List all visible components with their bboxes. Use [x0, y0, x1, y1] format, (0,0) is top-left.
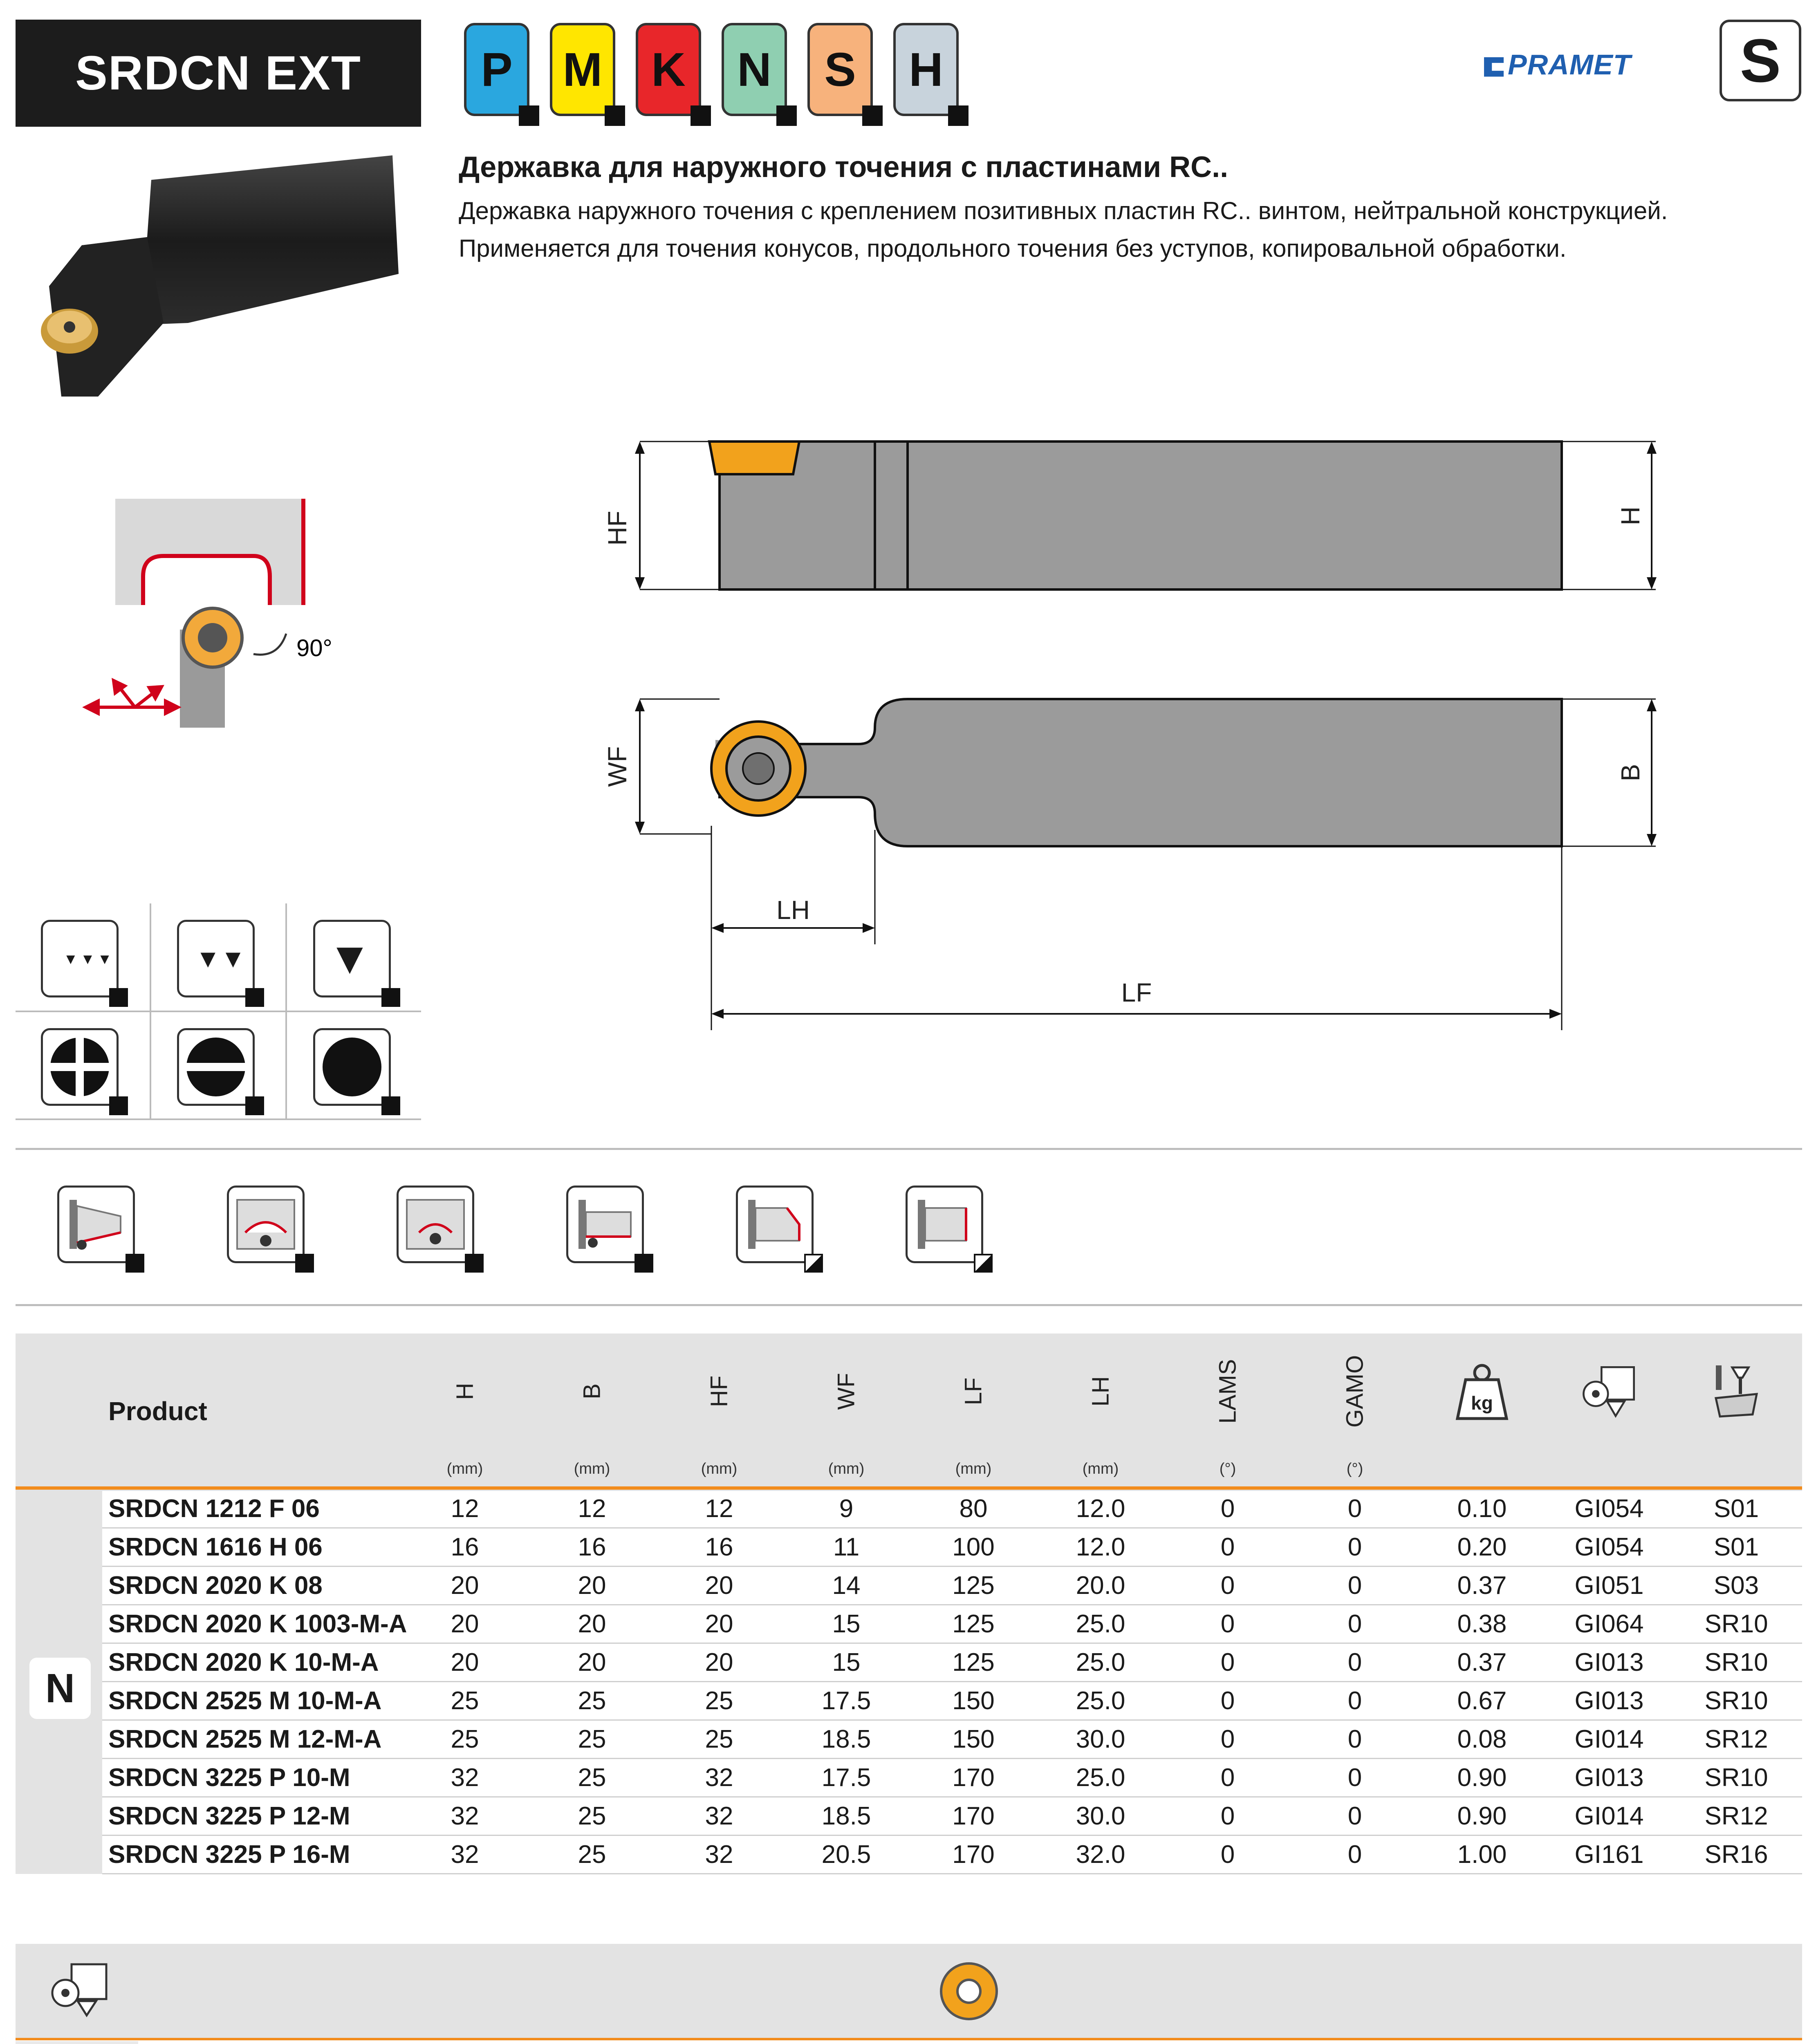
svg-text:H: H [1616, 506, 1645, 526]
cell-lams: 0 [1220, 1840, 1235, 1869]
cell-lf: 170 [952, 1802, 995, 1830]
cell-wf: 15 [832, 1648, 861, 1676]
column-header-b: B [578, 1383, 605, 1399]
heavy-cut-icon: ▼ [313, 920, 391, 997]
cell-gamo: 0 [1347, 1802, 1362, 1830]
table-row [102, 1567, 1802, 1605]
square-marker-icon [776, 105, 797, 126]
cell-hf: 20 [705, 1571, 733, 1600]
cell-gamo: 0 [1347, 1687, 1362, 1715]
cell-wf: 18.5 [821, 1725, 871, 1753]
table-row [102, 1643, 1802, 1682]
cell-wf: 9 [839, 1495, 854, 1523]
cell-insert: GI014 [1574, 1725, 1644, 1753]
svg-text:HF: HF [603, 511, 632, 546]
cell-insert: GI013 [1574, 1648, 1644, 1676]
column-unit: (°) [1219, 1460, 1236, 1477]
svg-text:LF: LF [1121, 978, 1152, 1007]
cell-spare: S01 [1713, 1533, 1759, 1561]
material-badge-m [550, 23, 615, 116]
cell-spare: SR10 [1704, 1648, 1768, 1676]
column-unit: (mm) [828, 1460, 865, 1477]
product-photo [12, 151, 401, 437]
cell-h: 12 [451, 1495, 479, 1523]
material-badge-k [636, 23, 701, 116]
cell-lh: 12.0 [1076, 1495, 1125, 1523]
column-header-hf: HF [706, 1375, 733, 1407]
cell-lf: 150 [952, 1687, 995, 1715]
svg-text:90°: 90° [296, 635, 332, 661]
cell-b: 16 [578, 1533, 606, 1561]
column-unit: (mm) [446, 1460, 483, 1477]
table-row [102, 1682, 1802, 1720]
material-badge-s [807, 23, 873, 116]
brand-logo [1484, 48, 1631, 81]
cell-spare: S03 [1713, 1571, 1759, 1600]
cell-h: 16 [451, 1533, 479, 1561]
cell-hf: 32 [705, 1840, 733, 1869]
profile-turning-icon [227, 1186, 305, 1263]
approach-angle-diagram [82, 499, 335, 736]
cell-wf: 11 [833, 1533, 860, 1561]
operation-icons-row [57, 1186, 1038, 1271]
cell-lf: 170 [952, 1764, 995, 1792]
column-unit: (mm) [701, 1460, 738, 1477]
table-row [102, 1605, 1802, 1643]
cell-kg: 0.67 [1457, 1687, 1507, 1715]
clamp-code-badge: S [1720, 20, 1801, 101]
cell-b: 25 [578, 1687, 606, 1715]
medium-cut-icon: ▼▼ [177, 920, 255, 997]
product-code: SRDCN 2020 K 08 [108, 1571, 323, 1600]
round-insert-icon [938, 1961, 1000, 2022]
material-badge-n [722, 23, 787, 116]
cell-lh: 32.0 [1076, 1840, 1125, 1869]
cell-gamo: 0 [1347, 1571, 1362, 1600]
cell-wf: 17.5 [821, 1764, 871, 1792]
slightly-interrupted-cut-icon [177, 1028, 255, 1106]
material-letter: P [481, 43, 513, 96]
svg-text:B: B [1616, 764, 1645, 782]
column-header-gamo: GAMO [1341, 1355, 1368, 1428]
product-column-header: Product [108, 1396, 207, 1426]
square-marker-icon [948, 105, 969, 126]
longitudinal-turning-icon [566, 1186, 644, 1263]
material-letter: M [563, 43, 603, 96]
column-unit: (mm) [574, 1460, 610, 1477]
facing-icon [906, 1186, 983, 1263]
section-heading: Державка для наружного точения с пластинами RC.. [459, 151, 1229, 184]
weight-icon [1453, 1361, 1511, 1423]
column-header-lh: LH [1087, 1376, 1114, 1407]
cell-b: 20 [578, 1610, 606, 1638]
inserts-table-header [16, 1944, 1802, 2038]
cell-lf: 170 [952, 1840, 995, 1869]
cell-hf: 32 [705, 1764, 733, 1792]
cell-b: 25 [578, 1840, 606, 1869]
cell-hf: 25 [705, 1687, 733, 1715]
cell-kg: 0.20 [1457, 1533, 1507, 1561]
brand-name: PRAMET [1508, 49, 1631, 81]
cell-kg: 0.10 [1457, 1495, 1507, 1523]
cell-gamo: 0 [1347, 1725, 1362, 1753]
header-divider [16, 1486, 1802, 1490]
material-letter: H [909, 43, 943, 96]
product-code: SRDCN 3225 P 12-M [108, 1802, 350, 1830]
cell-lams: 0 [1220, 1610, 1235, 1638]
cell-kg: 1.00 [1457, 1840, 1507, 1869]
cell-lams: 0 [1220, 1533, 1235, 1561]
column-header-wf: WF [833, 1373, 860, 1410]
cell-h: 32 [451, 1840, 479, 1869]
cell-wf: 14 [832, 1571, 861, 1600]
material-letter: K [651, 43, 686, 96]
cell-wf: 18.5 [821, 1802, 871, 1830]
cell-wf: 15 [832, 1610, 861, 1638]
spare-parts-icon [1708, 1361, 1765, 1423]
insert-shape-grid [16, 903, 421, 1120]
cell-kg: 0.37 [1457, 1571, 1507, 1600]
copying-icon [397, 1186, 474, 1263]
cell-gamo: 0 [1347, 1764, 1362, 1792]
cell-lams: 0 [1220, 1687, 1235, 1715]
cell-h: 20 [451, 1610, 479, 1638]
square-marker-icon [605, 105, 625, 126]
chamfer-turning-icon [736, 1186, 814, 1263]
product-code: SRDCN 3225 P 16-M [108, 1840, 350, 1869]
square-marker-icon [862, 105, 883, 126]
cell-kg: 0.38 [1457, 1610, 1507, 1638]
taper-turning-icon [57, 1186, 135, 1263]
cell-b: 25 [578, 1764, 606, 1792]
column-unit: (°) [1346, 1460, 1363, 1477]
cell-b: 20 [578, 1571, 606, 1600]
cell-lams: 0 [1220, 1725, 1235, 1753]
square-marker-icon [519, 105, 539, 126]
cell-h: 32 [451, 1802, 479, 1830]
inserts-divider [16, 2038, 1802, 2040]
cell-spare: SR10 [1704, 1687, 1768, 1715]
material-letter: N [737, 43, 771, 96]
cell-lams: 0 [1220, 1764, 1235, 1792]
cell-insert: GI064 [1574, 1610, 1644, 1638]
material-badge-h [893, 23, 959, 116]
cell-spare: SR10 [1704, 1764, 1768, 1792]
cell-lf: 150 [952, 1725, 995, 1753]
insert-geometry-icon [1581, 1361, 1638, 1423]
cell-kg: 0.08 [1457, 1725, 1507, 1753]
svg-text:LH: LH [776, 895, 810, 925]
continuous-cut-icon [313, 1028, 391, 1106]
cell-kg: 0.90 [1457, 1764, 1507, 1792]
cell-lf: 80 [959, 1495, 988, 1523]
cell-h: 25 [451, 1687, 479, 1715]
cell-h: 20 [451, 1571, 479, 1600]
cell-b: 25 [578, 1725, 606, 1753]
column-header-lf: LF [960, 1377, 987, 1405]
row-divider [102, 1873, 1802, 1874]
cell-lams: 0 [1220, 1648, 1235, 1676]
product-code: SRDCN 1212 F 06 [108, 1495, 320, 1523]
cell-insert: GI013 [1574, 1764, 1644, 1792]
cell-h: 32 [451, 1764, 479, 1792]
cell-gamo: 0 [1347, 1840, 1362, 1869]
cell-lams: 0 [1220, 1495, 1235, 1523]
tool-dimension-drawing [593, 421, 1697, 1034]
cell-hf: 20 [705, 1610, 733, 1638]
insert-geometry-icon [49, 1962, 110, 2019]
product-code: SRDCN 2020 K 10-M-A [108, 1648, 379, 1676]
cell-lf: 125 [952, 1571, 995, 1600]
column-header-h: H [451, 1383, 478, 1400]
light-cut-icon: ▼▼▼ [41, 920, 119, 997]
product-code: SRDCN 2525 M 10-M-A [108, 1687, 382, 1715]
cell-wf: 17.5 [821, 1687, 871, 1715]
cell-lh: 30.0 [1076, 1725, 1125, 1753]
products-table-header [16, 1334, 1802, 1491]
table-row [102, 1836, 1802, 1874]
cell-spare: SR12 [1704, 1725, 1768, 1753]
interrupted-cut-icon [41, 1028, 119, 1106]
table-row [102, 1490, 1802, 1528]
cell-kg: 0.90 [1457, 1802, 1507, 1830]
product-code: SRDCN 2020 K 1003-M-A [108, 1610, 407, 1638]
cell-h: 25 [451, 1725, 479, 1753]
brand-mark-icon [1484, 57, 1504, 77]
insert-code [16, 2041, 138, 2044]
square-marker-icon [691, 105, 711, 126]
table-row [102, 1528, 1802, 1567]
cell-hf: 16 [705, 1533, 733, 1561]
cell-insert: GI051 [1574, 1571, 1644, 1600]
cell-lh: 25.0 [1076, 1764, 1125, 1792]
group-badge: N [29, 1658, 91, 1719]
cell-lf: 125 [952, 1610, 995, 1638]
column-header-lams: LAMS [1214, 1359, 1241, 1424]
insert-designation [138, 2041, 1802, 2044]
page-title: SRDCN EXT [16, 20, 421, 127]
cell-hf: 32 [705, 1802, 733, 1830]
cell-spare: SR10 [1704, 1610, 1768, 1638]
table-row [16, 2041, 1802, 2044]
cell-lams: 0 [1220, 1571, 1235, 1600]
cell-lh: 20.0 [1076, 1571, 1125, 1600]
column-unit: (mm) [1082, 1460, 1119, 1477]
cell-lh: 25.0 [1076, 1610, 1125, 1638]
material-letter: S [824, 43, 856, 96]
product-code: SRDCN 1616 H 06 [108, 1533, 323, 1561]
cell-b: 20 [578, 1648, 606, 1676]
table-row [102, 1759, 1802, 1797]
cell-gamo: 0 [1347, 1533, 1362, 1561]
cell-gamo: 0 [1347, 1495, 1362, 1523]
svg-text:kg: kg [1471, 1392, 1493, 1414]
cell-spare: S01 [1713, 1495, 1759, 1523]
cell-b: 25 [578, 1802, 606, 1830]
cell-h: 20 [451, 1648, 479, 1676]
cell-spare: SR12 [1704, 1802, 1768, 1830]
cell-lh: 12.0 [1076, 1533, 1125, 1561]
cell-lams: 0 [1220, 1802, 1235, 1830]
column-unit: (mm) [955, 1460, 992, 1477]
cell-lf: 125 [952, 1648, 995, 1676]
cell-gamo: 0 [1347, 1648, 1362, 1676]
cell-insert: GI161 [1574, 1840, 1644, 1869]
cell-hf: 20 [705, 1648, 733, 1676]
cell-insert: GI014 [1574, 1802, 1644, 1830]
cell-insert: GI054 [1574, 1495, 1644, 1523]
cell-wf: 20.5 [821, 1840, 871, 1869]
cell-spare: SR16 [1704, 1840, 1768, 1869]
cell-lh: 25.0 [1076, 1687, 1125, 1715]
cell-lh: 30.0 [1076, 1802, 1125, 1830]
table-row [102, 1797, 1802, 1836]
cell-insert: GI013 [1574, 1687, 1644, 1715]
product-code: SRDCN 3225 P 10-M [108, 1764, 350, 1792]
section-description: Державка наружного точения с креплением позитивных пластин RC.. винтом, нейтральной конструкцией. Применяется для точения конусов, продольного точения без уступов, копировальной обработки. [459, 197, 1668, 262]
cell-lh: 25.0 [1076, 1648, 1125, 1676]
cell-hf: 25 [705, 1725, 733, 1753]
cell-hf: 12 [705, 1495, 733, 1523]
product-code: SRDCN 2525 M 12-M-A [108, 1725, 382, 1753]
cell-b: 12 [578, 1495, 606, 1523]
material-badge-p [464, 23, 529, 116]
cell-insert: GI054 [1574, 1533, 1644, 1561]
cell-lf: 100 [952, 1533, 995, 1561]
svg-text:WF: WF [603, 746, 632, 787]
cell-kg: 0.37 [1457, 1648, 1507, 1676]
table-row [102, 1720, 1802, 1759]
cell-gamo: 0 [1347, 1610, 1362, 1638]
